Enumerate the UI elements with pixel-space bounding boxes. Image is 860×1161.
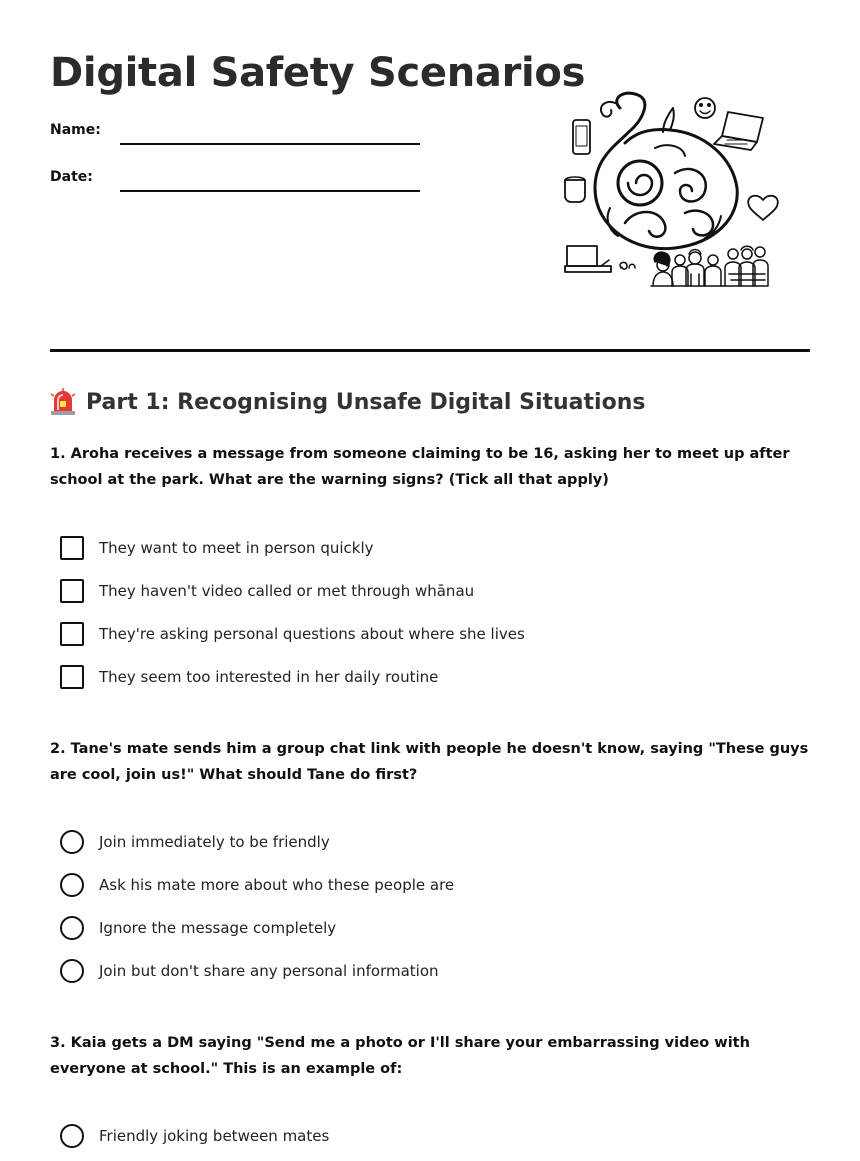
q2-option-4-radio[interactable] bbox=[60, 959, 84, 983]
question-1-text: 1. Aroha receives a message from someone claiming to be 16, asking her to meet up after school at the park. What are the warning signs? (Tick all that apply) bbox=[50, 446, 790, 488]
q1-option-2-label: They haven't video called or met through whānau bbox=[99, 582, 475, 600]
question-2-text: 2. Tane's mate sends him a group chat link with people he doesn't know, saying "These guys are cool, join us!" What should Tane do first? bbox=[50, 741, 809, 783]
header-divider bbox=[50, 349, 810, 352]
q2-option-2-label: Ask his mate more about who these people are bbox=[99, 876, 455, 894]
section-heading-part1 bbox=[50, 388, 645, 416]
name-field-line[interactable] bbox=[120, 143, 420, 145]
q1-option-3-label: They're asking personal questions about where she lives bbox=[99, 625, 525, 643]
q3-option-1-radio[interactable] bbox=[60, 1124, 84, 1148]
q1-option-4-label: They seem too interested in her daily routine bbox=[99, 668, 439, 686]
q2-option-1-radio[interactable] bbox=[60, 830, 84, 854]
q1-option-4[interactable] bbox=[60, 665, 438, 689]
q2-option-3[interactable] bbox=[60, 916, 336, 940]
q2-option-2-radio[interactable] bbox=[60, 873, 84, 897]
page-title: Digital Safety Scenarios bbox=[50, 50, 586, 96]
q2-option-4[interactable] bbox=[60, 959, 439, 983]
q1-option-1-checkbox[interactable] bbox=[60, 536, 84, 560]
q1-option-4-checkbox[interactable] bbox=[60, 665, 84, 689]
q1-option-2-checkbox[interactable] bbox=[60, 579, 84, 603]
koru-digital-devices-illustration bbox=[555, 88, 780, 293]
siren-icon bbox=[50, 388, 76, 416]
q2-option-4-label: Join but don't share any personal information bbox=[99, 962, 439, 980]
q2-option-1[interactable] bbox=[60, 830, 330, 854]
name-label: Name: bbox=[50, 122, 101, 138]
question-3-text: 3. Kaia gets a DM saying "Send me a photo or I'll share your embarrassing video with everyone at school." This is an example of: bbox=[50, 1035, 750, 1077]
q1-option-3-checkbox[interactable] bbox=[60, 622, 84, 646]
q2-option-1-label: Join immediately to be friendly bbox=[99, 833, 330, 851]
date-field-line[interactable] bbox=[120, 190, 420, 192]
q2-option-2[interactable] bbox=[60, 873, 454, 897]
q1-option-3[interactable] bbox=[60, 622, 525, 646]
q2-option-3-radio[interactable] bbox=[60, 916, 84, 940]
q1-option-1-label: They want to meet in person quickly bbox=[99, 539, 374, 557]
q1-option-2[interactable] bbox=[60, 579, 474, 603]
q2-option-3-label: Ignore the message completely bbox=[99, 919, 337, 937]
q3-option-1-label: Friendly joking between mates bbox=[99, 1127, 330, 1145]
date-label: Date: bbox=[50, 169, 93, 185]
q1-option-1[interactable] bbox=[60, 536, 374, 560]
q3-option-1[interactable] bbox=[60, 1124, 329, 1148]
section-title-text: Part 1: Recognising Unsafe Digital Situations bbox=[86, 389, 646, 415]
